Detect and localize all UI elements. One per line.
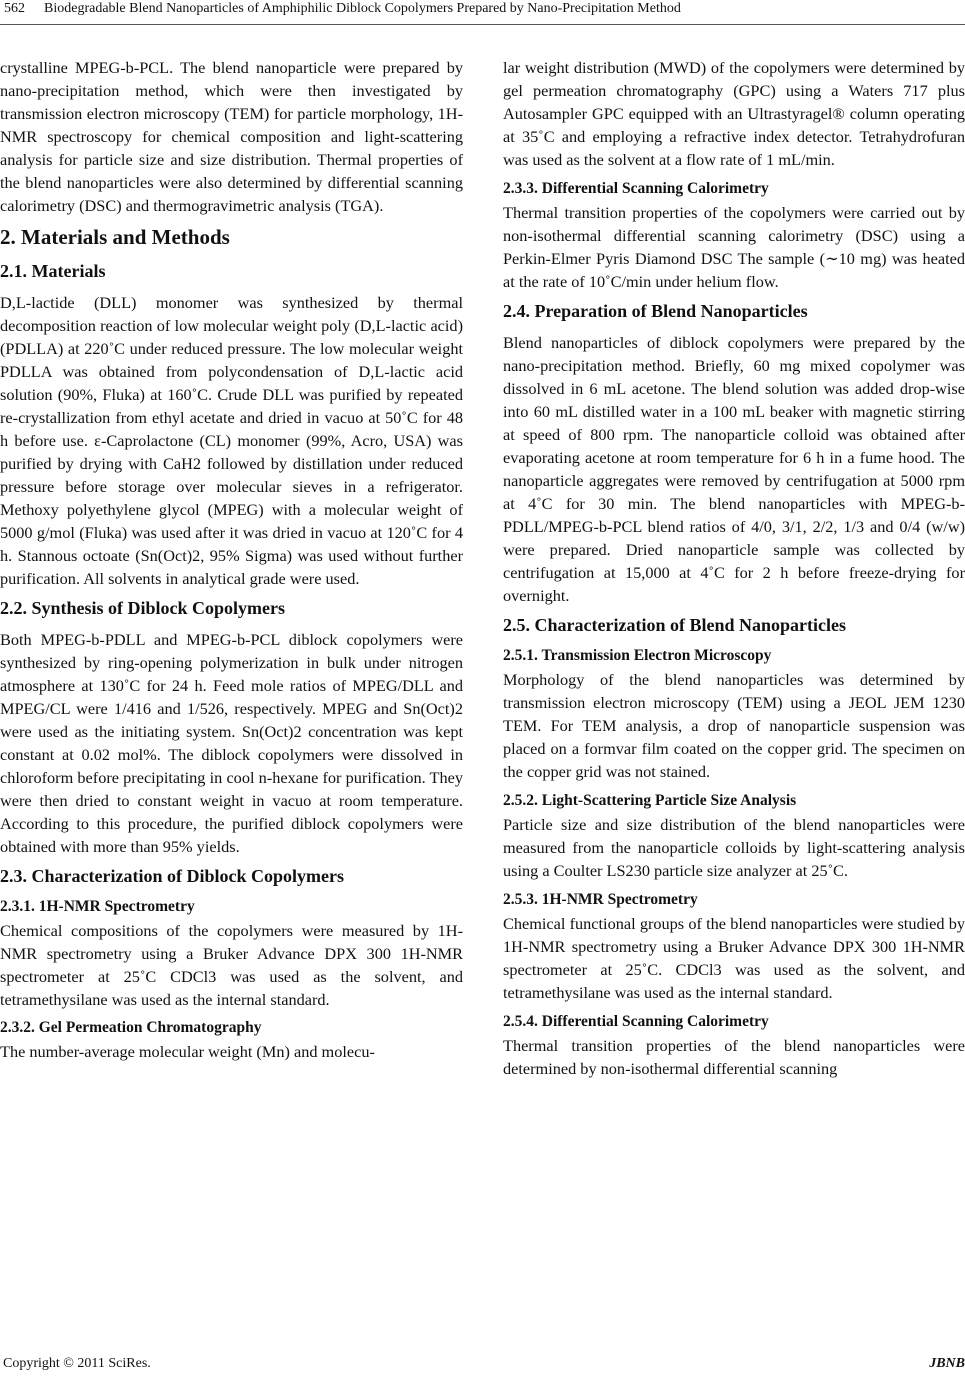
page-number: 562	[4, 1, 25, 16]
dsc-blend-paragraph: Thermal transition properties of the blend nanoparticles were determined by non-isothermal differential scanning	[503, 1036, 965, 1078]
subsection-heading-characterization-blend: 2.5. Characterization of Blend Nanoparticles	[503, 615, 846, 635]
right-column	[503, 56, 965, 1087]
subsection-heading-preparation: 2.4. Preparation of Blend Nanoparticles	[503, 301, 808, 321]
section-heading-materials-methods: 2. Materials and Methods	[0, 225, 230, 249]
subsection-heading-synthesis: 2.2. Synthesis of Diblock Copolymers	[0, 598, 286, 618]
running-title: Biodegradable Blend Nanoparticles of Amphiphilic Diblock Copolymers Prepared by Nano-Precipitation Method	[44, 1, 681, 16]
materials-paragraph: D,L-lactide (DLL) monomer was synthesized by thermal decomposition reaction of low molecular weight poly (D,L-lactic acid) (PDLLA) at 220˚C under reduced pressure. The low molecular weight PDLLA was obtained from polycondensation of D,L-lactic acid solution (90%, Fluka) at 160˚C. Crude DLL was purified by repeated re-crystallization from ethyl acetate and dried in vacuo at 50˚C for 48 h before use. ε-Caprolactone (CL) monomer (99%, Acro, USA) was purified by drying with CaH2 followed by distillation under reduced pressure before storage over molecular sieves in a refrigerator. Methoxy polyethylene glycol (MPEG) with a molecular weight of 5000 g/mol (Fluka) was used after it was dried in vacuo at 120˚C for 4 h. Stannous octoate (Sn(Oct)2, 95% Sigma) was used without further purification. All solvents in analytical grade were used.	[0, 293, 463, 588]
subsubsection-heading-nmr: 2.3.1. 1H-NMR Spectrometry	[0, 898, 195, 915]
gpc-paragraph: The number-average molecular weight (Mn) and molecu-	[0, 1042, 375, 1061]
subsubsection-heading-dsc: 2.3.3. Differential Scanning Calorimetry	[503, 180, 769, 197]
subsubsection-heading-gpc: 2.3.2. Gel Permeation Chromatography	[0, 1019, 262, 1036]
left-column	[0, 56, 463, 1070]
intro-paragraph: crystalline MPEG-b-PCL. The blend nanoparticle were prepared by nano-precipitation method, which were then investigated by transmission electron microscopy (TEM) for particle morphology, 1H-NMR spectroscopy for chemical composition and light-scattering analysis for particle size and size distribution. Thermal properties of the blend nanoparticles were also determined by differential scanning calorimetry (DSC) and thermogravimetric analysis (TGA).	[0, 58, 463, 215]
header-rule	[0, 24, 965, 25]
dsc-paragraph: Thermal transition properties of the copolymers were carried out by non-isothermal differential scanning calorimetry (DSC) using a Perkin-Elmer Pyris Diamond DSC The sample (∼10 mg) was heated at the rate of 10˚C/min under helium flow.	[503, 203, 965, 291]
subsection-heading-materials: 2.1. Materials	[0, 261, 106, 281]
page-footer	[0, 1356, 965, 1380]
light-scattering-paragraph: Particle size and size distribution of the blend nanoparticles were measured from the nanoparticle colloids by light-scattering analysis using a Coulter LS230 particle size analyzer at 25˚C.	[503, 815, 965, 880]
nmr-blend-paragraph: Chemical functional groups of the blend nanoparticles were studied by 1H-NMR spectrometry using a Bruker Advance DPX 300 1H-NMR spectrometer at 25˚C. CDCl3 was used as the solvent, and tetramethysilane was used as the internal standard.	[503, 914, 965, 1002]
journal-abbreviation: JBNB	[929, 1356, 965, 1371]
copyright-notice: Copyright © 2011 SciRes.	[3, 1356, 151, 1371]
subsubsection-heading-tem: 2.5.1. Transmission Electron Microscopy	[503, 647, 772, 664]
preparation-paragraph: Blend nanoparticles of diblock copolymers were prepared by the nano-precipitation method. Briefly, 60 mg mixed copolymer was dissolved in 6 mL acetone. The blend solution was added drop-wise into 60 mL distilled water in a 100 mL beaker with magnetic stirring at speed of 800 rpm. The nanoparticle colloid was obtained after evaporating acetone at room temperature for 6 h in a fume hood. The nanoparticle aggregates were removed by centrifugation at 5000 rpm at 4˚C for 30 min. The blend nanoparticles with MPEG-b-PDLL/MPEG-b-PCL blend ratios of 4/0, 3/1, 2/2, 1/3 and 0/4 (w/w) were prepared. Dried nanoparticle sample was collected by centrifugation at 15,000 at 4˚C for 2 h before freeze-drying for overnight.	[503, 333, 965, 605]
gpc-paragraph-continued: lar weight distribution (MWD) of the copolymers were determined by gel permeation chromatography (GPC) using a Waters 717 plus Autosampler GPC equipped with an Ultrastyragel® column operating at 35˚C and employing a refractive index detector. Tetrahydrofuran was used as the solvent at a flow rate of 1 mL/min.	[503, 58, 965, 169]
synthesis-paragraph: Both MPEG-b-PDLL and MPEG-b-PCL diblock copolymers were synthesized by ring-opening polymerization in bulk under nitrogen atmosphere at 130˚C for 24 h. Feed mole ratios of MPEG/DLL and MPEG/CL were 1/416 and 1/526, respectively. MPEG and Sn(Oct)2 were used as the initiating system. Sn(Oct)2 concentration was kept constant at 0.02 mol%. The diblock copolymers were dissolved in chloroform before precipitating in cool n-hexane for purification. They were then dried to constant weight in vacuo at room temperature. According to this procedure, the purified diblock copolymers were obtained with more than 95% yields.	[0, 630, 463, 856]
page-header	[0, 0, 965, 24]
subsubsection-heading-dsc-blend: 2.5.4. Differential Scanning Calorimetry	[503, 1013, 769, 1030]
subsubsection-heading-light-scattering: 2.5.2. Light-Scattering Particle Size Analysis	[503, 792, 797, 809]
tem-paragraph: Morphology of the blend nanoparticles was determined by transmission electron microscopy (TEM) using a JEOL JEM 1230 TEM. For TEM analysis, a drop of nanoparticle suspension was placed on a formvar film coated on the copper grid. The specimen on the copper grid was not stained.	[503, 670, 965, 781]
nmr-paragraph: Chemical compositions of the copolymers were measured by 1H-NMR spectrometry using a Bruker Advance DPX 300 1H-NMR spectrometer at 25˚C CDCl3 was used as the solvent, and tetramethysilane was used as the internal standard.	[0, 921, 463, 1009]
subsection-heading-characterization: 2.3. Characterization of Diblock Copolymers	[0, 866, 344, 886]
subsubsection-heading-nmr-blend: 2.5.3. 1H-NMR Spectrometry	[503, 891, 698, 908]
